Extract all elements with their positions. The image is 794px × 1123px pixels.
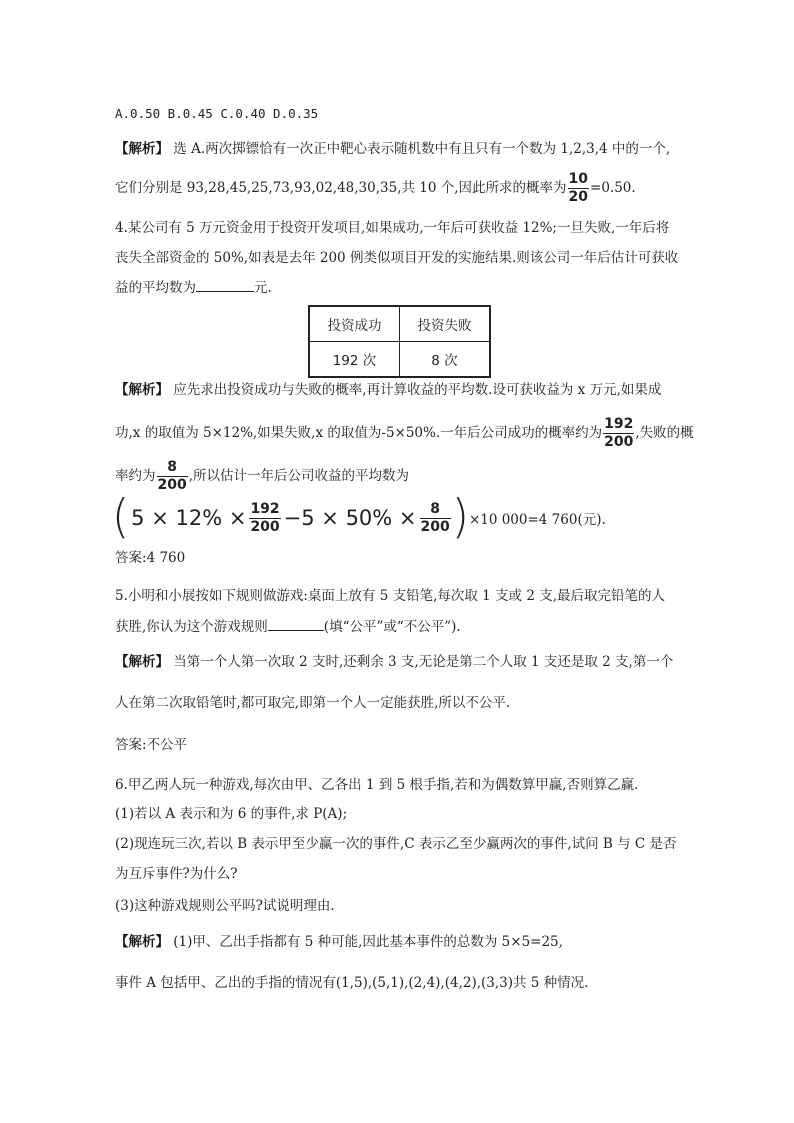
q6-question-line-5: (3)这种游戏规则公平吗?试说明理由. — [115, 898, 335, 914]
q4-solution-line-1: 【解析】 应先求出投资成功与失败的概率,再计算收益的平均数.设可获收益为 x 万元,如果成 — [115, 382, 662, 398]
fraction-192-200-large: $\frac{192}{200}$ — [250, 500, 280, 535]
value-success: 192 次 — [309, 342, 400, 378]
solution-tag: 【解析】 — [115, 934, 169, 950]
q6-question-line-1: 6.甲乙两人玩一种游戏,每次由甲、乙各出 1 到 5 根手指,若和为偶数算甲赢,否则算乙赢. — [115, 777, 639, 793]
answer-blank — [268, 630, 324, 631]
q4-answer: 答案:4 760 — [115, 550, 186, 566]
q6-solution-line-2: 事件 A 包括甲、乙出的手指的情况有(1,5),(5,1),(2,4),(4,2),(3,3)共 5 种情况. — [115, 975, 589, 991]
fraction-192-200: $\frac{192}{200}$ — [604, 416, 634, 450]
answer-choices: A.0.50 B.0.45 C.0.40 D.0.35 — [115, 106, 319, 121]
header-success: 投资成功 — [309, 306, 400, 342]
q3-solution-line-2: 它们分别是 93,28,45,25,73,93,02,48,30,35,共 10 个,因此所求的概率为 $\frac{10}{20}$ =0.50. — [115, 171, 636, 205]
q6-question-line-3: (2)现连玩三次,若以 B 表示甲至少赢一次的事件,C 表示乙至少赢两次的事件,试问 B 与 C 是否 — [115, 836, 677, 852]
fraction-8-200: $\frac{8}{200}$ — [157, 459, 187, 493]
q6-question-line-4: 为互斥事件?为什么? — [115, 866, 238, 882]
q5-solution-line-2: 人在第二次取铅笔时,都可取完,即第一个人一定能获胜,所以不公平. — [115, 695, 511, 711]
table-header-row — [309, 306, 490, 342]
q4-question-line-1: 4.某公司有 5 万元资金用于投资开发项目,如果成功,一年后可获收益 12%;一旦失败,一年后将 — [115, 220, 670, 236]
q5-solution-line-1: 【解析】 当第一个人第一次取 2 支时,还剩余 3 支,无论是第二个人取 1 支还是取 2 支,第一个 — [115, 654, 674, 670]
solution-tag: 【解析】 — [115, 654, 169, 670]
value-failure: 8 次 — [400, 342, 491, 378]
q3-solution-line-1: 【解析】 选 A.两次掷镖恰有一次正中靶心表示随机数中有且只有一个数为 1,2,3,4 中的一个, — [115, 141, 671, 157]
q5-question-line-2: 获胜,你认为这个游戏规则 (填“公平”或“不公平”). — [115, 619, 461, 635]
average-income-expression: ( 5 × 12% × $\frac{192}{200}$ −5 × 50% × $\frac{8}{200}$ ) ×10 000=4 760(元). — [112, 490, 606, 545]
q4-question-line-2: 丧失全部资金的 50%,如表是去年 200 例类似项目开发的实施结果.则该公司一年后估计可获收 — [115, 250, 679, 266]
q6-question-line-2: (1)若以 A 表示和为 6 的事件,求 P(A); — [115, 806, 348, 822]
fraction-8-200-large: $\frac{8}{200}$ — [420, 500, 450, 535]
fraction-10-20: $\frac{10}{20}$ — [568, 171, 589, 205]
header-failure: 投资失败 — [400, 306, 491, 342]
solution-tag: 【解析】 — [115, 382, 169, 398]
solution-tag: 【解析】 — [115, 141, 169, 157]
answer-blank — [196, 291, 254, 292]
q4-solution-line-3: 率约为 $\frac{8}{200}$ ,所以估计一年后公司收益的平均数为 — [115, 459, 410, 493]
investment-table — [308, 305, 491, 378]
table-row — [309, 342, 490, 378]
q4-solution-line-2: 功,x 的取值为 5×12%,如果失败,x 的取值为-5×50%.一年后公司成功的概率约为 $\frac{192}{200}$ ,失败的概 — [115, 416, 694, 450]
q5-question-line-1: 5.小明和小展按如下规则做游戏:桌面上放有 5 支铅笔,每次取 1 支或 2 支,最后取完铅笔的人 — [115, 588, 666, 604]
q5-answer: 答案:不公平 — [115, 737, 188, 753]
q4-question-line-3: 益的平均数为 元. — [115, 280, 272, 296]
q6-solution-line-1: 【解析】 (1)甲、乙出手指都有 5 种可能,因此基本事件的总数为 5×5=25, — [115, 934, 563, 950]
